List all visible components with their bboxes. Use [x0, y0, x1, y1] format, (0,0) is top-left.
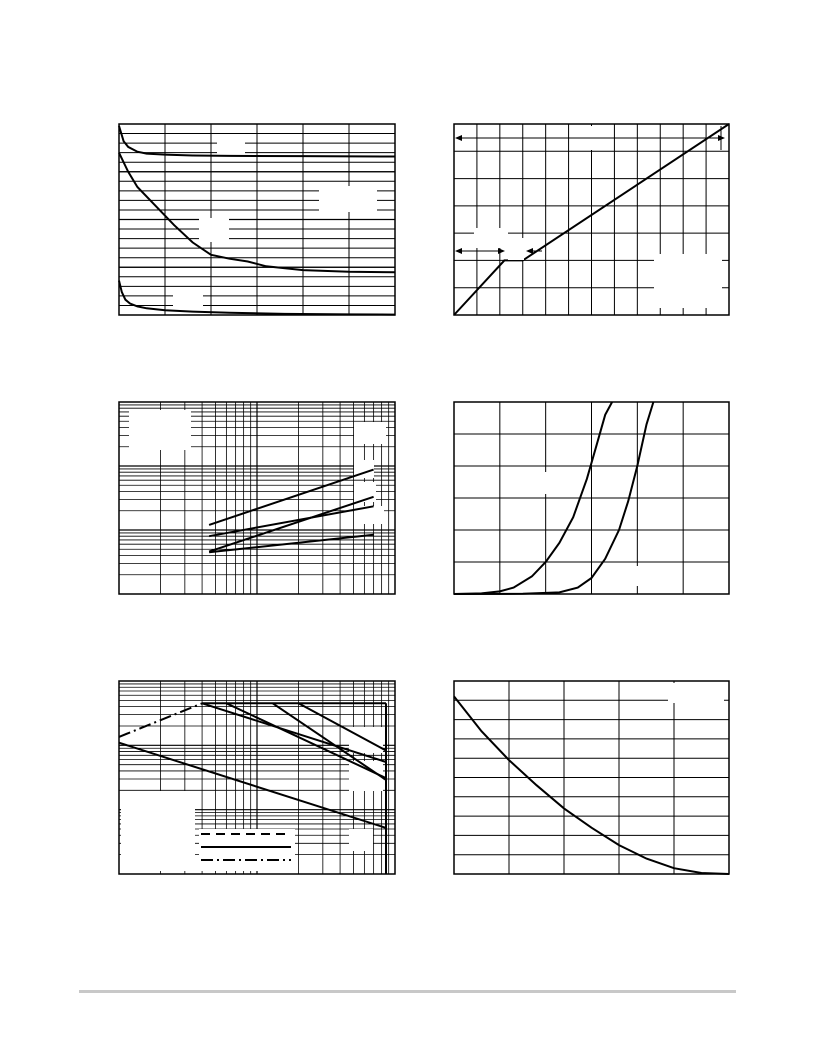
arrow-head-qgs-right: [498, 248, 505, 254]
legend-box-3: [199, 218, 229, 242]
panel-gate-charge: [454, 124, 729, 315]
chart-safe-operating-area: [119, 681, 395, 874]
legend-box-5: [199, 829, 295, 871]
legend-box-2: [354, 422, 386, 444]
legend-box-1: [217, 136, 245, 158]
panel-power-derating: [454, 681, 729, 874]
legend-box-2: [654, 254, 722, 308]
legend-box-1: [668, 683, 724, 703]
legend-box-2: [319, 186, 377, 212]
footer-rule: [79, 990, 736, 993]
panel-capacitance: [119, 124, 395, 315]
chart-switching-time: [119, 402, 395, 594]
legend-box-1: [121, 791, 195, 871]
panel-diode-forward: [454, 402, 729, 594]
panel-safe-operating-area: [119, 681, 395, 874]
arrow-head-qgs-left: [455, 248, 462, 254]
legend-box-2: [534, 472, 564, 494]
arrow-head-left: [455, 135, 462, 141]
legend-box-1: [458, 406, 494, 430]
chart-gate-charge: [454, 124, 729, 315]
panel-switching-time: [119, 402, 395, 594]
legend-box-3: [474, 228, 508, 248]
series-line-1: [209, 470, 374, 525]
legend-box-1: [129, 410, 191, 450]
chart-capacitance: [119, 124, 395, 315]
arrow-head-qgd: [526, 248, 533, 254]
series-line-1: [454, 696, 729, 874]
chart-diode-forward: [454, 402, 729, 594]
legend-box-4: [173, 289, 203, 309]
legend-box-4: [349, 829, 373, 851]
plateau-marker-box: [508, 238, 524, 260]
legend-box-3: [630, 566, 654, 586]
chart-power-derating: [454, 681, 729, 874]
